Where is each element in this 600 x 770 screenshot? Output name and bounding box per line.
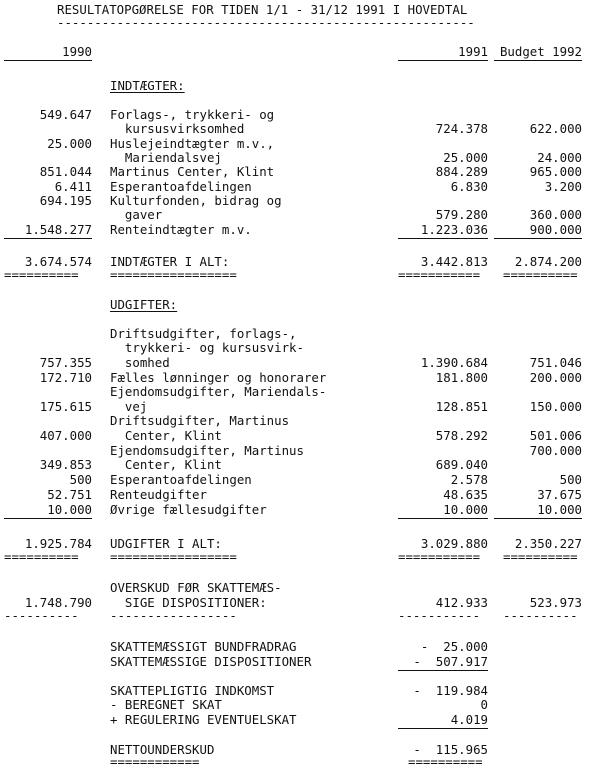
expense-label: Center, Klint	[110, 457, 222, 472]
expense-label: Renteudgifter	[110, 487, 207, 502]
income-label: Renteindtægter m.v.	[110, 222, 252, 237]
tax-bundfradrag-label: SKATTEMÆSSIGT BUNDFRADRAG	[110, 639, 297, 654]
expense-budget-value: 200.000	[529, 370, 582, 385]
expenses-heading: UDGIFTER:	[110, 297, 178, 312]
single-rule: -----------	[398, 608, 481, 623]
income-label: kursusvirksomhed	[110, 121, 245, 136]
net-result-label: NETTOUNDERSKUD	[110, 742, 215, 757]
income-1991-value: 579.280	[435, 207, 488, 222]
double-rule: ==========	[4, 267, 79, 282]
tax-regulering-value: 4.019	[398, 713, 488, 729]
expense-label: Driftsudgifter, Martinus	[110, 413, 290, 428]
surplus-1991: 412.933	[435, 595, 488, 610]
income-budget-value: 3.200	[544, 179, 582, 194]
tax-beregnet-value: 0	[480, 697, 488, 712]
expense-1990-value: 52.751	[47, 487, 92, 502]
expense-1991-value: 181.800	[435, 370, 488, 385]
income-budget-value: 900.000	[494, 223, 582, 239]
single-rule: -----------------	[110, 608, 237, 623]
expense-1990-value: 175.615	[39, 399, 92, 414]
tax-dispositioner-label: SKATTEMÆSSIGE DISPOSITIONER	[110, 654, 312, 669]
expense-label: somhed	[110, 355, 170, 370]
income-1990-value: 25.000	[47, 136, 92, 151]
expense-1990-value: 757.355	[39, 355, 92, 370]
income-total-1990: 3.674.574	[24, 254, 92, 269]
expense-label: vej	[110, 399, 148, 414]
expense-1991-value: 2.578	[450, 472, 488, 487]
income-heading: INDTÆGTER:	[110, 78, 185, 93]
expense-1991-value: 48.635	[443, 487, 488, 502]
title-rule: --------------------------------------------------------	[57, 15, 475, 30]
expense-label: trykkeri- og kursusvirk-	[110, 340, 304, 355]
expense-total-budget: 2.350.227	[514, 536, 582, 551]
expense-budget-value: 150.000	[529, 399, 582, 414]
income-1990-value: 549.647	[39, 107, 92, 122]
income-1990-value: 1.548.277	[4, 223, 92, 239]
income-1990-value: 694.195	[39, 193, 92, 208]
expense-total-1991: 3.029.880	[420, 536, 488, 551]
expense-label: Ejendomsudgifter, Martinus	[110, 443, 304, 458]
surplus-budget: 523.973	[529, 595, 582, 610]
double-rule: ===========	[398, 267, 481, 282]
tax-indkomst-label: SKATTEPLIGTIG INDKOMST	[110, 683, 275, 698]
single-rule: ----------	[503, 608, 578, 623]
expense-label: Fælles lønninger og honorarer	[110, 370, 327, 385]
header-1990: 1990	[4, 45, 92, 61]
expense-1990-value: 349.853	[39, 457, 92, 472]
expense-budget-value: 501.006	[529, 428, 582, 443]
surplus-label: OVERSKUD FØR SKATTEMÆS-	[110, 580, 282, 595]
income-1991-value: 1.223.036	[398, 223, 488, 239]
income-budget-value: 360.000	[529, 207, 582, 222]
expense-label: Øvrige fællesudgifter	[110, 502, 267, 517]
expense-1990-value: 10.000	[4, 503, 92, 519]
header-budget-1992: Budget 1992	[494, 45, 582, 61]
expense-1991-value: 1.390.684	[420, 355, 488, 370]
double-rule: ==========	[503, 549, 578, 564]
tax-bundfradrag-value: - 25.000	[420, 639, 488, 654]
income-label: gaver	[110, 207, 163, 222]
income-label: Esperantoafdelingen	[110, 179, 252, 194]
expense-label: Center, Klint	[110, 428, 222, 443]
income-total-1991: 3.442.813	[420, 254, 488, 269]
income-1991-value: 25.000	[443, 150, 488, 165]
expense-1991-value: 10.000	[398, 503, 488, 519]
double-rule: ==========	[503, 267, 578, 282]
double-rule: =================	[110, 267, 237, 282]
expense-1991-value: 128.851	[435, 399, 488, 414]
income-label: Martinus Center, Klint	[110, 164, 275, 179]
double-rule: ==========	[408, 754, 483, 769]
income-label: Mariendalsvej	[110, 150, 222, 165]
expense-1990-value: 172.710	[39, 370, 92, 385]
surplus-label: SIGE DISPOSITIONER:	[110, 595, 267, 610]
income-budget-value: 965.000	[529, 164, 582, 179]
expense-budget-value: 751.046	[529, 355, 582, 370]
expense-1990-value: 500	[69, 472, 92, 487]
double-rule: =================	[110, 549, 237, 564]
income-budget-value: 622.000	[529, 121, 582, 136]
income-total-label: INDTÆGTER I ALT:	[110, 254, 230, 269]
tax-beregnet-label: - BEREGNET SKAT	[110, 697, 222, 712]
tax-dispositioner-value: - 507.917	[398, 655, 488, 671]
expense-total-1990: 1.925.784	[24, 536, 92, 551]
income-total-budget: 2.874.200	[514, 254, 582, 269]
income-budget-value: 24.000	[537, 150, 582, 165]
double-rule: ===========	[398, 549, 481, 564]
document-title: RESULTATOPGØRELSE FOR TIDEN 1/1 - 31/12 1991 I HOVEDTAL	[57, 2, 468, 17]
expense-label: Ejendomsudgifter, Mariendals-	[110, 384, 327, 399]
expense-label: Esperantoafdelingen	[110, 472, 252, 487]
income-1990-value: 851.044	[39, 164, 92, 179]
expense-total-label: UDGIFTER I ALT:	[110, 536, 222, 551]
income-1991-value: 884.289	[435, 164, 488, 179]
income-label: Kulturfonden, bidrag og	[110, 193, 282, 208]
expense-label: Driftsudgifter, forlags-,	[110, 326, 297, 341]
income-1991-value: 6.830	[450, 179, 488, 194]
expense-budget-value: 37.675	[537, 487, 582, 502]
income-1990-value: 6.411	[54, 179, 92, 194]
expense-budget-value: 500	[559, 472, 582, 487]
tax-indkomst-value: - 119.984	[413, 683, 488, 698]
expense-budget-value: 10.000	[494, 503, 582, 519]
double-rule: ============	[110, 754, 200, 769]
net-result-value: - 115.965	[413, 742, 488, 757]
tax-regulering-label: + REGULERING EVENTUELSKAT	[110, 712, 297, 727]
expense-budget-value: 700.000	[529, 443, 582, 458]
expense-1991-value: 578.292	[435, 428, 488, 443]
expense-1990-value: 407.000	[39, 428, 92, 443]
income-label: Forlags-, trykkeri- og	[110, 107, 275, 122]
single-rule: ----------	[4, 608, 79, 623]
income-1991-value: 724.378	[435, 121, 488, 136]
header-1991: 1991	[398, 45, 488, 61]
double-rule: ==========	[4, 549, 79, 564]
expense-1991-value: 689.040	[435, 457, 488, 472]
income-label: Huslejeindtægter m.v.,	[110, 136, 275, 151]
surplus-1990: 1.748.790	[24, 595, 92, 610]
